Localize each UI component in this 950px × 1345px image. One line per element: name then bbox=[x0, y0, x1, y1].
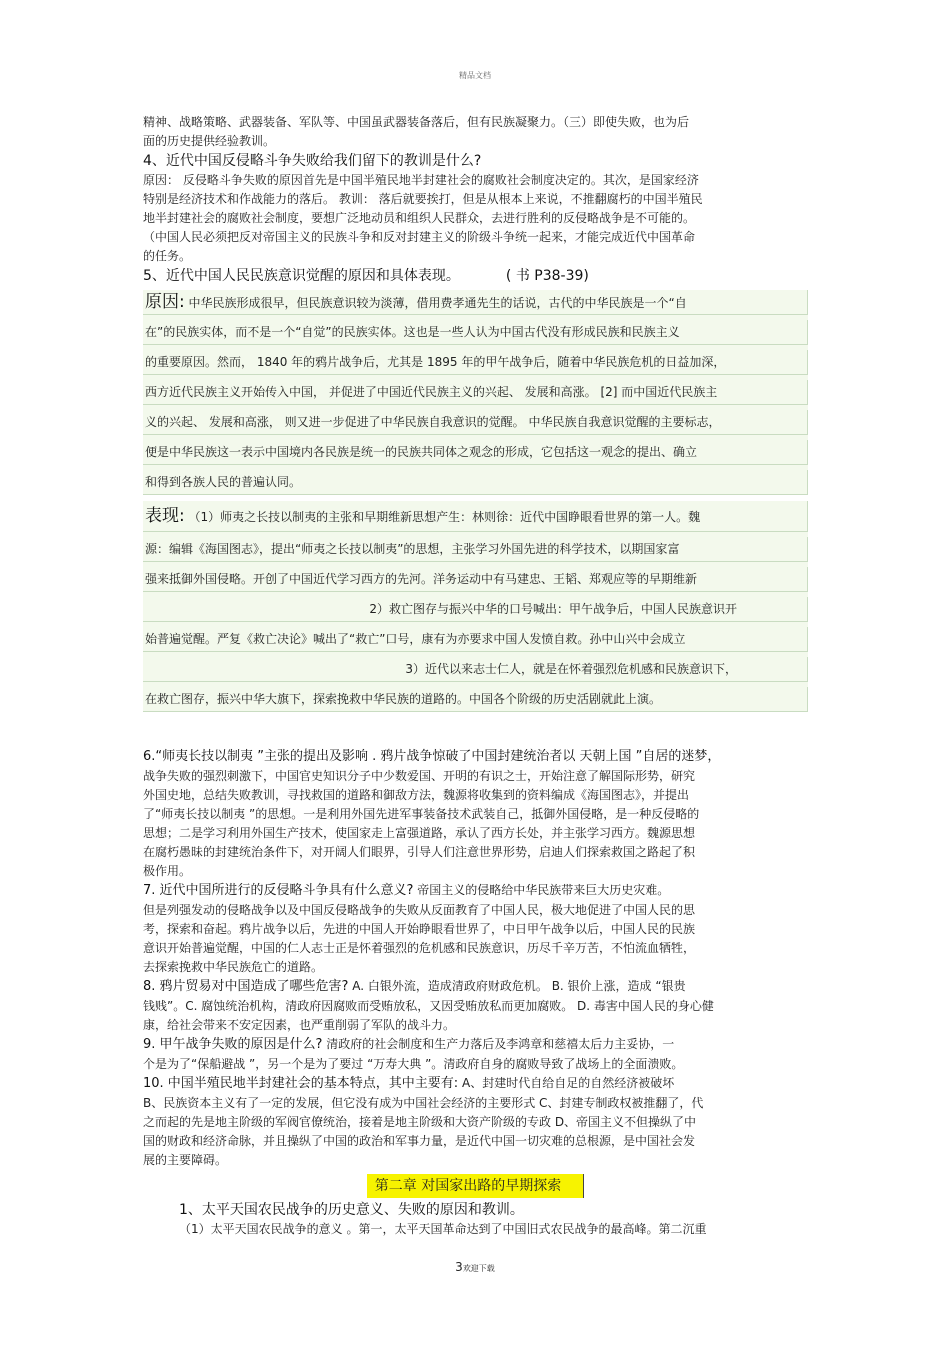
page-footer bbox=[0, 1260, 950, 1274]
paragraph: 展的主要障碍。 bbox=[143, 1153, 228, 1167]
highlight-line: 表现: （1）师夷之长技以制夷的主张和早期维新思想产生：林则徐：近代中国睁眼看世界的第一人。魏 bbox=[143, 501, 808, 532]
highlight-line: 3）近代以来志士仁人，就是在怀着强烈危机感和民族意识下， bbox=[143, 657, 808, 682]
question-5-text: 5、近代中国人民民族意识觉醒的原因和具体表现。 bbox=[143, 268, 460, 284]
spacer bbox=[143, 717, 808, 747]
question-8-title: 8. 鸦片贸易对中国造成了哪些危害? bbox=[143, 979, 349, 994]
highlight-box-reason bbox=[143, 290, 808, 495]
highlight-line: 西方近代民族主义开始传入中国， 并促进了中国近代民族主义的兴起、 发展和高涨。 [2] 而中国近代民族主 bbox=[143, 380, 808, 405]
paragraph: 去探索挽救中华民族危亡的道路。 bbox=[143, 960, 324, 974]
highlight-line: 2）救亡图存与振兴中华的口号喊出：甲午战争后，中国人民族意识开 bbox=[143, 597, 808, 622]
question-7-title: 7. 近代中国所进行的反侵略斗争具有什么意义? bbox=[143, 883, 414, 898]
paragraph: 原因： 反侵略斗争失败的原因首先是中国半殖民地半封建社会的腐败社会制度决定的。其次，是国家经济 bbox=[143, 173, 699, 187]
chapter-heading: 第二章 对国家出路的早期探索 bbox=[367, 1174, 584, 1198]
paragraph: 思想；二是学习利用外国生产技术，使国家走上富强道路，承认了西方长处，并主张学习西方。魏源思想 bbox=[143, 826, 696, 840]
paragraph: 的任务。 bbox=[143, 249, 192, 263]
paragraph: 地半封建社会的腐败社会制度，要想广泛地动员和组织人民群众，去进行胜利的反侵略战争是不可能的。 bbox=[143, 211, 696, 225]
page-number: 3 bbox=[455, 1260, 463, 1274]
paragraph: 之而起的先是地主阶级的军阀官僚统治，接着是地主阶级和大资产阶级的专政 D、帝国主义不但操纵了中 bbox=[143, 1115, 697, 1129]
highlight-line: 始普遍觉醒。严复《救亡决论》喊出了“救亡”口号，康有为亦要求中国人发愤自救。孙中山兴中会成立 bbox=[143, 627, 808, 652]
paragraph: 极作用。 bbox=[143, 864, 192, 878]
question-8-line: 8. 鸦片贸易对中国造成了哪些危害? A. 白银外流，造成清政府财政危机。 B. 银价上涨，造成 “银贵 bbox=[143, 979, 686, 994]
question-10-title: 10. 中国半殖民地半封建社会的基本特点，其中主要有: bbox=[143, 1076, 459, 1091]
chapter-heading-wrap bbox=[143, 1174, 808, 1198]
paragraph: （中国人民必须把反对帝国主义的民族斗争和反对封建主义的阶级斗争统一起来，才能完成近代中国革命 bbox=[143, 230, 696, 244]
paragraph: 康，给社会带来不安定因素，也严重削弱了军队的战斗力。 bbox=[143, 1018, 456, 1032]
paragraph: 战争失败的强烈刺激下，中国官史知识分子中少数爱国、开明的有识之士，开始注意了解国际形势，研究 bbox=[143, 769, 696, 783]
highlight-line: 的重要原因。然而， 1840 年的鸦片战争后，尤其是 1895 年的甲午战争后，随着中华民族危机的日益加深， bbox=[143, 350, 808, 375]
chapter-2-question-1: 1、太平天国农民战争的历史意义、失败的原因和教训。 bbox=[179, 1202, 524, 1218]
paragraph: 意识开始普遍觉醒，中国的仁人志士正是怀着强烈的危机感和民族意识，历尽千辛万苦，不怕流血牺牲， bbox=[143, 941, 696, 955]
highlight-box-expression bbox=[143, 501, 808, 712]
paragraph: 但是列强发动的侵略战争以及中国反侵略战争的失败从反面教育了中国人民，极大地促进了中国人民的思 bbox=[143, 903, 696, 917]
paragraph: 在腐朽愚昧的封建统治条件下，对开阔人们眼界，引导人们注意世界形势，启迪人们探索救国之路起了积 bbox=[143, 845, 696, 859]
paragraph: B、民族资本主义有了一定的发展，但它没有成为中国社会经济的主要形式 C、封建专制政权被推翻了，代 bbox=[143, 1096, 704, 1110]
highlight-line: 原因: 中华民族形成很早，但民族意识较为淡薄，借用费孝通先生的话说，古代的中华民族是一个“自 bbox=[143, 290, 808, 315]
question-9-line: 9. 甲午战争失败的原因是什么? 清政府的社会制度和生产力落后及李鸿章和慈禧太后力主妥协，一 bbox=[143, 1037, 675, 1052]
highlight-line: 义的兴起、 发展和高涨， 则又进一步促进了中华民族自我意识的觉醒。 中华民族自我意识觉醒的主要标志， bbox=[143, 410, 808, 435]
paragraph: 外国史地，总结失败教训，寻找救国的道路和御敌方法，魏源将收集到的资料编成《海国图志》，并提出 bbox=[143, 788, 690, 802]
question-6-title: 6.“师夷长技以制夷 ”主张的提出及影响 . 鸦片战争惊破了中国封建统治者以 天朝上国 ”自居的迷梦， bbox=[143, 749, 721, 764]
highlight-line: 在”的民族实体，而不是一个“自觉”的民族实体。这也是一些人认为中国古代没有形成民族和民族主义 bbox=[143, 320, 808, 345]
paragraph: 国的财政和经济命脉，并且操纵了中国的政治和军事力量，是近代中国一切灾难的总根源，是中国社会发 bbox=[143, 1134, 696, 1148]
question-4-title: 4、近代中国反侵略斗争失败给我们留下的教训是什么? bbox=[143, 153, 482, 169]
question-9-title: 9. 甲午战争失败的原因是什么? bbox=[143, 1037, 323, 1052]
paragraph: 特别是经济技术和作战能力的落后。 教训： 落后就要挨打，但是从根本上来说，不推翻腐朽的中国半殖民 bbox=[143, 192, 703, 206]
question-5-title bbox=[143, 266, 808, 286]
paragraph: 个是为了“保船避战 ”，另一个是为了要过 “万寿大典 ”。清政府自身的腐败导致了战场上的全面溃败。 bbox=[143, 1057, 684, 1071]
paragraph: 钱贱”。C. 腐蚀统治机构，清政府因腐败而受贿放私，又因受贿放私而更加腐败。 D. 毒害中国人民的身心健 bbox=[143, 999, 714, 1013]
paragraph: 面的历史提供经验教训。 bbox=[143, 134, 276, 148]
paragraph: 精神、战略策略、武器装备、军队等、中国虽武器装备落后，但有民族凝聚力。（三）即使失败，也为后 bbox=[143, 115, 690, 129]
paragraph: （1）太平天国农民战争的意义 。第一，太平天国革命达到了中国旧式农民战争的最高峰。第二沉重 bbox=[179, 1222, 707, 1236]
highlight-line: 在救亡图存，振兴中华大旗下，探索挽救中华民族的道路的。中国各个阶级的历史活剧就此上演。 bbox=[143, 687, 808, 712]
paragraph: 考，探索和奋起。鸦片战争以后，先进的中国人开始睁眼看世界了，中日甲午战争以后，中国人民的民族 bbox=[143, 922, 696, 936]
book-reference: ( 书 P38-39) bbox=[505, 268, 589, 284]
highlight-line: 便是中华民族这一表示中国境内各民族是统一的民族共同体之观念的形成，它包括这一观念的提出、确立 bbox=[143, 440, 808, 465]
paragraph: 了“师夷长技以制夷 ”的思想。一是利用外国先进军事装备技术武装自己，抵御外国侵略，是一种反侵略的 bbox=[143, 807, 700, 821]
footer-text: 欢迎下载 bbox=[462, 1264, 495, 1273]
question-10-line: 10. 中国半殖民地半封建社会的基本特点，其中主要有: A、封建时代自给自足的自然经济被破坏 bbox=[143, 1076, 675, 1091]
reason-label: 原因: bbox=[145, 292, 185, 312]
expression-label: 表现: bbox=[145, 506, 185, 526]
highlight-line: 源：编辑《海国图志》，提出“师夷之长技以制夷”的思想，主张学习外国先进的科学技术，以期国家富 bbox=[143, 537, 808, 562]
highlight-line: 强来抵御外国侵略。开创了中国近代学习西方的先河。洋务运动中有马建忠、王韬、郑观应等的早期维新 bbox=[143, 567, 808, 592]
header-tag: 精品文档 bbox=[459, 71, 491, 80]
document-body bbox=[143, 113, 808, 1239]
highlight-line: 和得到各族人民的普遍认同。 bbox=[143, 470, 808, 495]
question-7-line: 7. 近代中国所进行的反侵略斗争具有什么意义? 帝国主义的侵略给中华民族带来巨大历史灾难。 bbox=[143, 883, 670, 898]
